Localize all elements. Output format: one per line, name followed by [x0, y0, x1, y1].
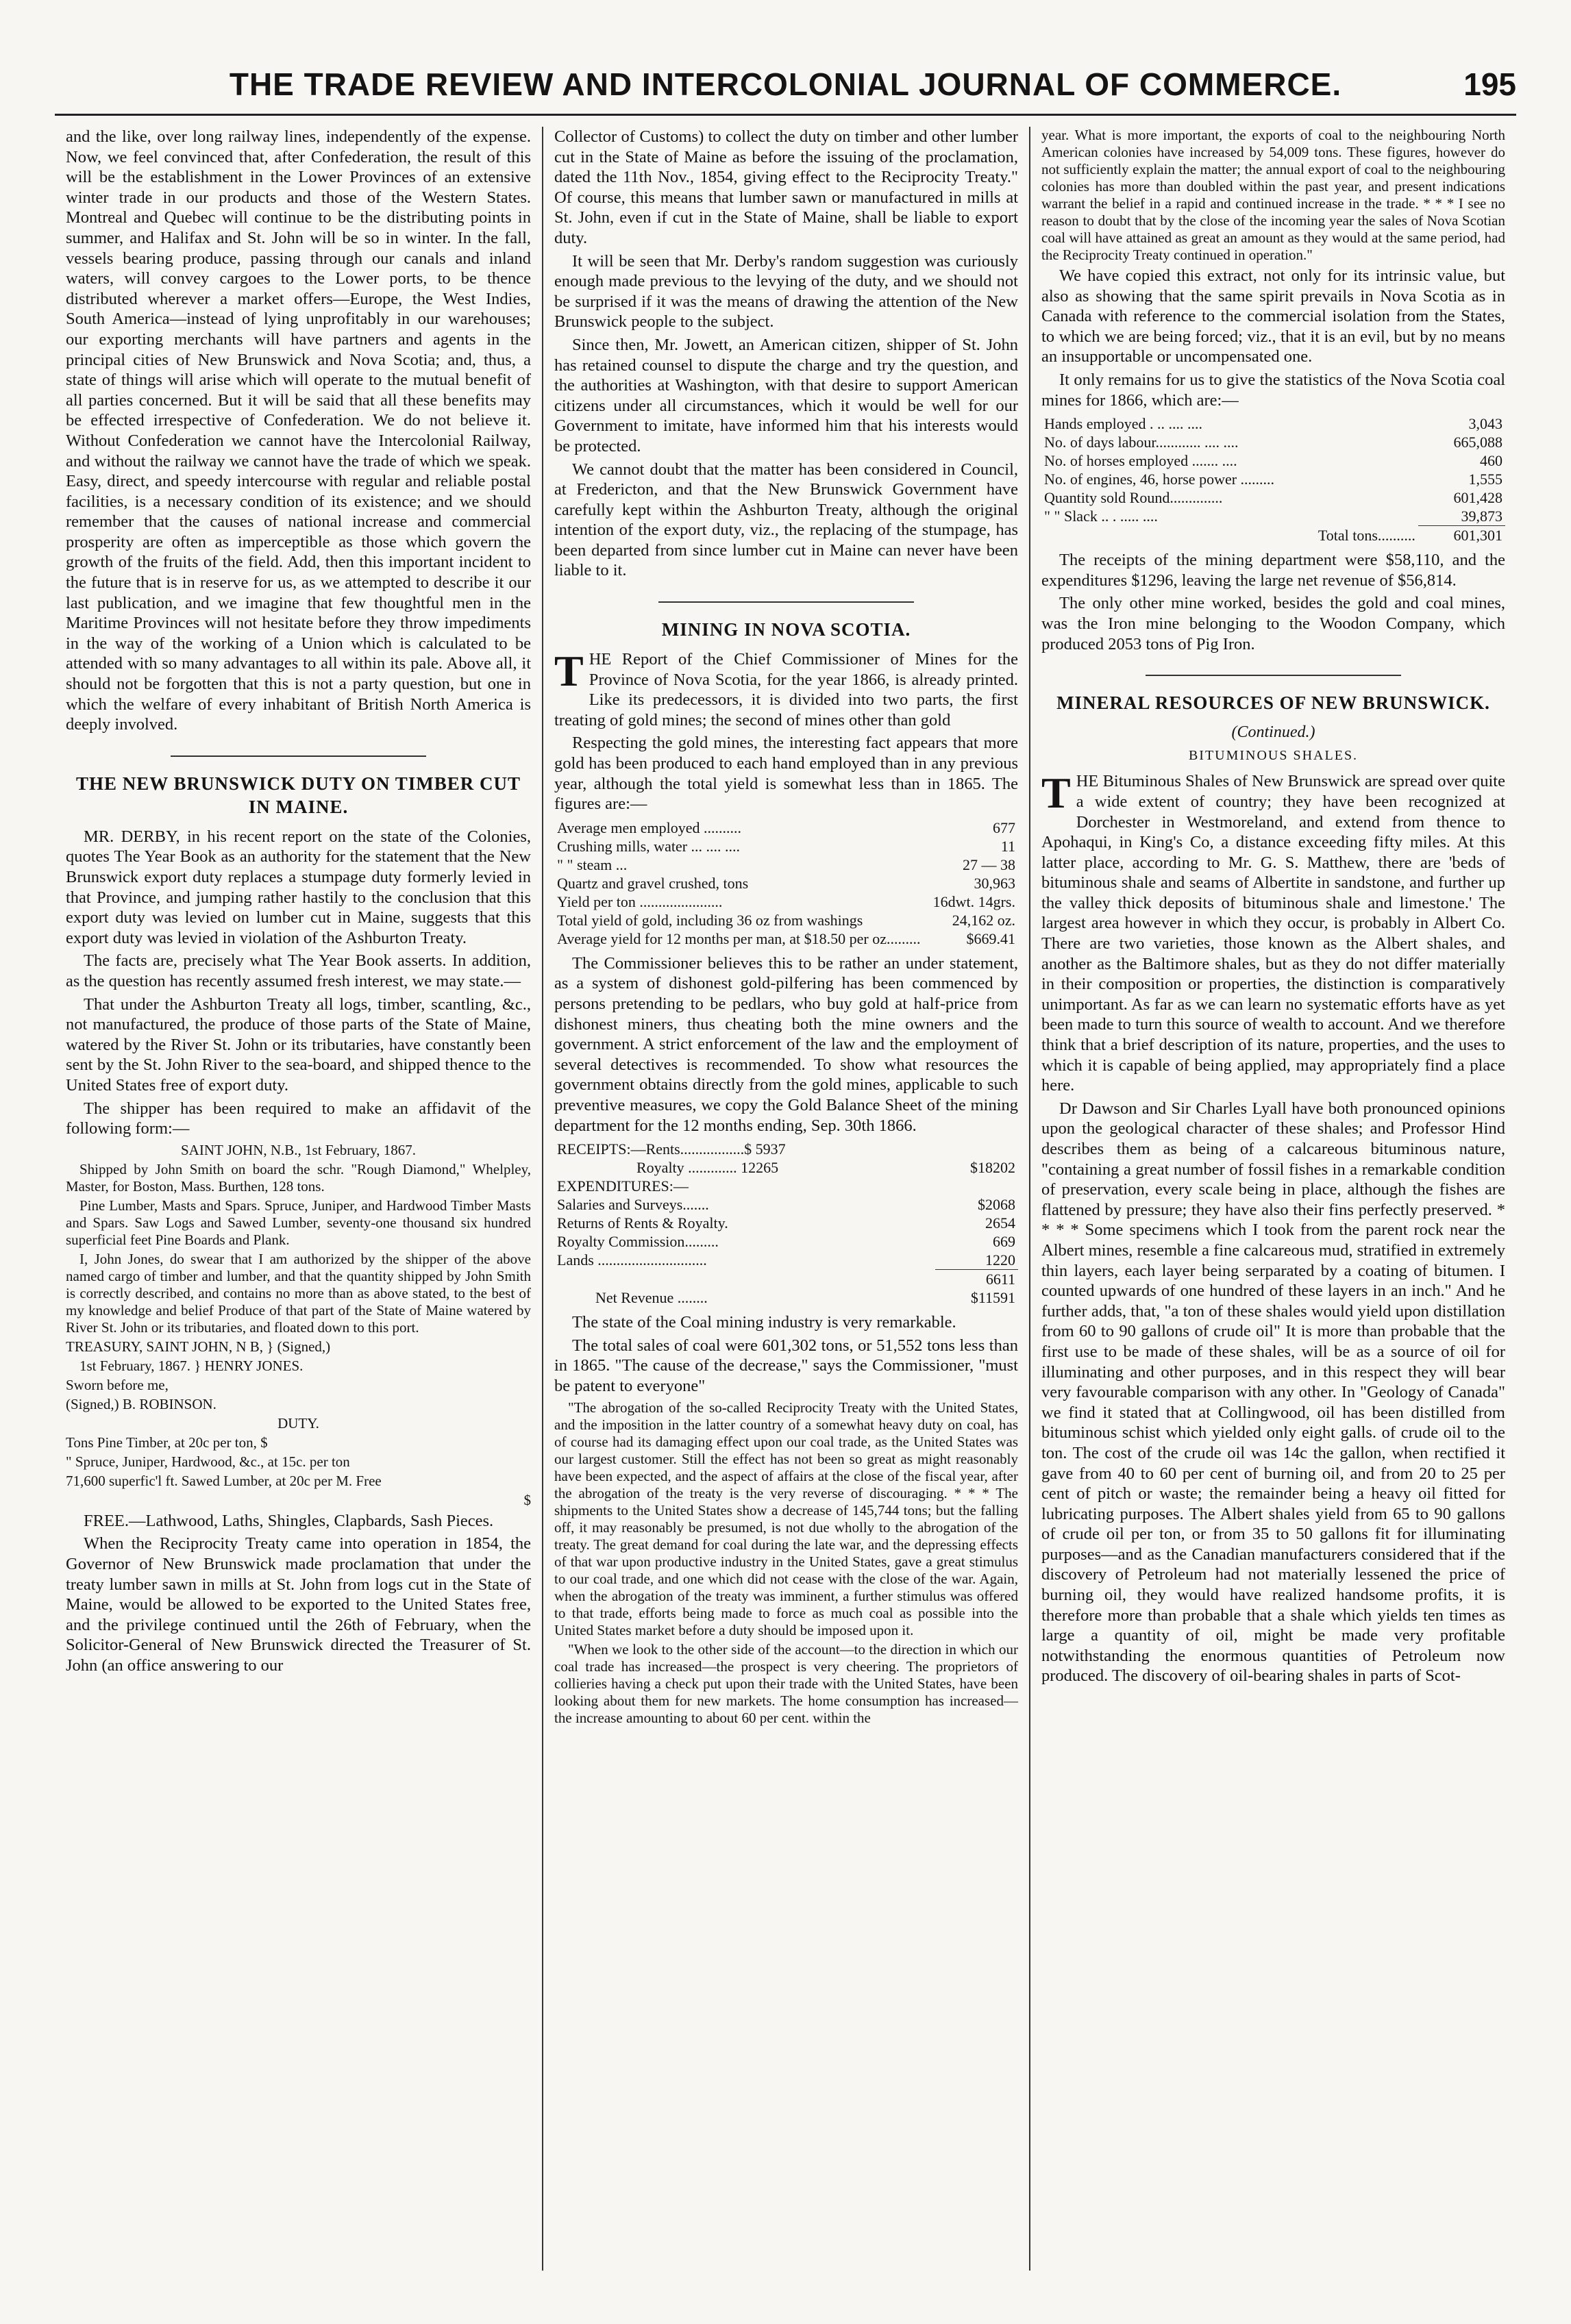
duty-line: Tons Pine Timber, at 20c per ton, $	[66, 1434, 268, 1451]
paragraph: It will be seen that Mr. Derby's random suggestion was curiously enough made previous to the levying of the duty, and we should not be surprised if it was the means of drawing the attention of the New Brunswick people to the subject.	[554, 251, 1018, 332]
duty-line: 71,600 superfic'l ft. Sawed Lumber, at 20c per M. Free	[66, 1472, 382, 1489]
coal-total-label: Total tons..........	[1318, 526, 1415, 544]
article-heading: MINING IN NOVA SCOTIA.	[661, 619, 911, 640]
row-label: Yield per ton ......................	[557, 892, 723, 910]
paragraph: We have copied this extract, not only for its intrinsic value, but also as showing that the same spirit prevails in Nova Scotia as in Canada with reference to the commercial isolation from the States, to which we are being forced; viz., that it is an evil, but by no means an insupportable or uncompensated one.	[1041, 266, 1505, 366]
duty-line: " Spruce, Juniper, Hardwood, &c., at 15c. per ton	[66, 1453, 350, 1470]
paragraph: "The abrogation of the so-called Reciprocity Treaty with the United States, and the imposition in the latter country of a somewhat heavy duty on coal, has of course had its damaging effect upon our coal trade, as the United States was our largest customer. Still the effect has not been so great as might reasonably have been expected, and the aspect of affairs at the close of the fiscal year, after the abrogation of the treaty is the very reverse of discouraging. * * * The shipments to the United States show a decrease of 145,744 tons; but the falling off, it may reasonably be presumed, is not due wholly to the abrogation of the treaty. The great demand for coal during the late war, and the depressing effects of that war upon productive industry in the United States, gave a great stimulus to our coal trade, and one which did not cease with the close of the war. Again, when the abrogation of the treaty was imminent, a further stimulus was offered to that trade, efforts being made to force as much coal as possible into the United States market before a duty should be imposed upon it.	[554, 1399, 1018, 1638]
row-value: 39,873	[1461, 508, 1502, 525]
table-row	[554, 819, 1018, 837]
article-heading: THE NEW BRUNSWICK DUTY ON TIMBER CUT IN MAINE.	[75, 773, 521, 817]
table-row	[554, 1251, 1018, 1270]
table-row	[1041, 451, 1505, 470]
column-2	[542, 127, 1029, 2271]
row-value: 16dwt. 14grs.	[932, 892, 1015, 910]
subheading: BITUMINOUS SHALES.	[1188, 747, 1359, 763]
article-heading: MINERAL RESOURCES OF NEW BRUNSWICK.	[1056, 692, 1490, 714]
continued-note: (Continued.)	[1231, 723, 1315, 742]
table-row	[554, 837, 1018, 855]
quotation	[554, 1399, 1018, 1727]
row-value: 24,162 oz.	[952, 911, 1015, 929]
row-value: 2654	[985, 1214, 1015, 1232]
paragraph: THE Bituminous Shales of New Brunswick are spread over quite a wide extent of country; they have been recognized at Dorchester in Westmoreland, and extend from thence to Apohaqui, in King's Co, a distance exceeding fifty miles. At this latter place, according to Mr. G. S. Matthew, there are 'beds of bituminous shale and seams of Albertite in sandstone, and further up the valley thick deposits of bituminous shale and limestone.' The largest area however in which they occur, is probably in Albert Co. There are two varieties, those known as the Albert shales, and another as the Baltimore shales, but as they do not differ materially in their composition or properties, the distinction is comparatively unimportant. As far as we can learn no systematic efforts have as yet been made to turn this source of wealth to account. And we therefore think that a brief description of its nature, properties, and the uses to which it is capable of being applied, may appropriately find a place here.	[1041, 769, 1505, 1095]
paragraph: Dr Dawson and Sir Charles Lyall have both pronounced opinions upon the geological character of these shales; and Professor Hind describes them as being of a calcareous bituminous nature, "containing a great number of fossil fishes in a remarkable condition of preservation, every scale being in place, although the fishes are flattened by pressure; they have also their fins perfectly preserved. * * * * Some specimens which I took from the parent rock near the Albert mines, resemble a fine calcareous mud, stratified in extremely thin layers, each layer being serparated by a coating of bitumen. I counted upwards of one hundred of these layers in an inch." And he further adds, that, "a ton of these shales would yield upon distillation from 60 to 90 gallons of crude oil" It is more than probable that the first use to be made of these shales, will be as a source of oil for illuminating and other purposes, and in this respect they will bear very favourable comparison with any other. In "Geology of Canada" we find it stated that at Collingwood, oil has been distilled from bituminous schist which yielded only eight galls. of crude oil to the ton. The cost of the crude oil was 14c the gallon, when rectified it gave from 40 to 60 per cent of burning oil, and from 20 to 25 per cent of pitch or waste; the remainder being a heavy oil fitted for lubricating purposes. The Albert shales yield from 65 to 90 gallons of crude oil per ton, or from 35 to 50 gallons fit for illuminating purposes—and as the Canadian manufacturers considered that if the discovery of Petroleum had not materially lessened the price of burning oil, they would have realized handsome profits, it is therefore more than probable that a shale which yields ten times as large a quantity of oil, might be made very profitable notwithstanding the enormous quantities of Petroleum now produced. The discovery of oil-bearing shales in parts of Scot-	[1041, 1099, 1505, 1686]
table-row	[554, 855, 1018, 874]
row-value: 669	[993, 1233, 1015, 1251]
divider	[1146, 675, 1400, 676]
paragraph: Collector of Customs) to collect the duty on timber and other lumber cut in the State of Maine as before the issuing of the proclamation, dated the 11th Nov., 1854, giving effect to the Reciprocity Treaty." Of course, this means that lumber sawn or manufactured in mills at St. John, even if cut in the State of Maine, shall be liable to export duty.	[554, 127, 1018, 247]
row-value: 460	[1480, 452, 1502, 470]
affidavit-text: Pine Lumber, Masts and Spars. Spruce, Juniper, and Hardwood Timber Masts and Spars. Saw Logs and Sawed Lumber, seventy-one thousand six hundred superficial feet Pine Boards and Plank.	[66, 1197, 531, 1248]
paragraph: Since then, Mr. Jowett, an American citizen, shipper of St. John has retained counsel to dispute the charge and try the question, and the authorities at Washington, with that desire to support American citizens under all circumstances, which it would be well for our Government to imitate, have informed him that his interests would be protected.	[554, 335, 1018, 455]
table-row	[1041, 414, 1505, 433]
signature-line: 1st February, 1867. } HENRY JONES.	[79, 1357, 304, 1374]
table-row	[1041, 470, 1505, 488]
row-value: 30,963	[974, 874, 1015, 892]
paragraph: When the Reciprocity Treaty came into operation in 1854, the Governor of New Brunswick made proclamation that under the treaty lumber sawn in mills at St. John from logs cut in the State of Maine, would be allowed to be exported to the United States free, and the privilege continued until the 26th of February, when the Solicitor-General of New Brunswick directed the Treasurer of St. John (an office answering to our	[66, 1534, 531, 1675]
table-row	[1041, 433, 1505, 451]
paragraph: and the like, over long railway lines, independently of the expense. Now, we feel convinced that, after Confederation, the result of this will be the establishment in the Lower Provinces of an extensive winter trade in our products and those of the Western States. Montreal and Quebec will continue to be the distributing points in summer, and Halifax and St. John will be so in winter. In the fall, vessels bearing produce, passing through our canals and inland waters, will convey cargoes to the Lower ports, to be thence distributed wherever a market offers—Europe, the West Indies, South America—instead of lying unprofitably in our warehouses; our exporting merchants will have partners and agents in the principal cities of New Brunswick and Nova Scotia; and, thus, a state of things will arise which will operate to the mutual benefit of all parties concerned. But it will be said that all these benefits may be effected irrespective of Confederation. We do not believe it. Without Confederation we cannot have the Intercolonial Railway, and without the railway we cannot have the trade of which we speak. Easy, direct, and speedy intercourse with regular and reliable postal facilities, is a necessary condition of its existence; and we should remember that the causes of national increase and commercial prosperity are often as imperceptible as those which govern the growth of the fruits of the field. Add, then this important incident to the future that is in reserve for us, as we attempted to describe it our last publication, and we imagine that few thoughtful men in the Maritime Provinces will not hesitate before they throw impediments in the way of the working of a Union which is calculated to be attended with so many advantages to all within its pale. Above all, it should not be forgotten that this is not a party question, but one in which the welfare of every inhabitant of British North America is deeply involved.	[66, 127, 531, 734]
row-label: Total yield of gold, including 36 oz from washings	[557, 911, 863, 929]
row-value: 3,043	[1468, 415, 1502, 433]
paragraph: The total sales of coal were 601,302 tons, or 51,552 tons less than in 1865. "The cause of the decrease," says the Commissioner, "must be patent to everyone"	[554, 1336, 1018, 1395]
row-label: Quartz and gravel crushed, tons	[557, 874, 749, 892]
paragraph: year. What is more important, the exports of coal to the neighbouring North American colonies have increased by 54,009 tons. These figures, however do not sufficiently explain the matter; the annual export of coal to the neighbouring colonies has more than doubled within the past year, and present indications warrant the belief in a rapid and continued increase in the trade. * * * I see no reason to doubt that by the close of the incoming year the sales of Nova Scotian coal will have attained as great an amount as they would at the same period, had the Reciprocity Treaty continued in operation."	[1041, 127, 1505, 263]
row-label: No. of engines, 46, horse power .........	[1044, 471, 1275, 488]
table-row	[1041, 507, 1505, 526]
table-row	[554, 929, 1018, 948]
row-label: Crushing mills, water ... .... ....	[557, 837, 741, 855]
row-value: $2068	[978, 1196, 1015, 1214]
row-label: No. of days labour............ .... ....	[1044, 434, 1239, 451]
expenditures-label: EXPENDITURES:—	[557, 1177, 689, 1195]
table-row	[554, 892, 1018, 911]
paragraph: THE Report of the Chief Commissioner of Mines for the Province of Nova Scotia, for the year 1866, is already printed. Like its predecessors, it is divided into two parts, the first treating of gold mines; the second of mines other than gold	[554, 647, 1018, 729]
paragraph: The receipts of the mining department were $58,110, and the expenditures $1296, leaving the large net revenue of $56,814.	[1041, 551, 1505, 590]
paragraph: The shipper has been required to make an affidavit of the following form:—	[66, 1099, 531, 1138]
column-3	[1029, 127, 1516, 2271]
duty-heading: DUTY.	[277, 1414, 319, 1432]
paragraph: That under the Ashburton Treaty all logs, timber, scantling, &c., not manufactured, the produce of those parts of the State of Maine, watered by the River St. John or its tributaries, have constantly been sent by the St. John River to the sea-board, and shipped thence to the United States free of export duty.	[66, 995, 531, 1095]
duty-line: $	[523, 1491, 531, 1508]
row-label: Hands employed . .. .... ....	[1044, 415, 1202, 433]
table-row	[554, 1195, 1018, 1214]
coal-total-value: 601,301	[1418, 526, 1505, 545]
columns	[55, 127, 1516, 2271]
paragraph: The only other mine worked, besides the gold and coal mines, was the Iron mine belonging to the Woodon Company, which produced 2053 tons of Pig Iron.	[1041, 594, 1505, 653]
table-row	[554, 1214, 1018, 1232]
table-row	[1041, 488, 1505, 507]
column-1	[55, 127, 542, 2271]
row-label: Returns of Rents & Royalty.	[557, 1214, 728, 1232]
affidavit-text: I, John Jones, do swear that I am authorized by the shipper of the above named cargo of timber and lumber, and that the quantity shipped by John Smith is correctly described, and contains no more than as above stated, to the best of my knowledge and belief Produce of that part of the State of Maine watered by River St. John or its tributaries, and floated down to this port.	[66, 1250, 531, 1336]
row-value: 677	[993, 819, 1015, 836]
paragraph: We cannot doubt that the matter has been considered in Council, at Fredericton, and that the New Brunswick Government have carefully kept within the Ashburton Treaty, although the original intention of the export duty, viz., the replacing of the stumpage, has been departed from since lumber cut in Maine can never have been liable to it.	[554, 460, 1018, 580]
paragraph: The facts are, precisely what The Year Book asserts. In addition, as the question has recently assumed fresh interest, we may state.—	[66, 951, 531, 990]
gold-figures-table	[554, 819, 1018, 948]
signature-line: (Signed,) B. ROBINSON.	[66, 1395, 217, 1412]
royalty-line: Royalty ............. 12265	[636, 1159, 779, 1177]
row-label: Average men employed ..........	[557, 819, 742, 836]
receipts-total: $18202	[970, 1159, 1015, 1177]
signature-line: Sworn before me,	[66, 1376, 169, 1393]
masthead	[55, 66, 1516, 116]
row-value: $669.41	[966, 929, 1015, 947]
net-label: Net Revenue ........	[595, 1289, 708, 1307]
net-value: $11591	[970, 1289, 1015, 1307]
row-label: No. of horses employed ....... ....	[1044, 452, 1237, 470]
row-label: " " Slack .. . ..... ....	[1044, 508, 1158, 525]
paragraph: The Commissioner believes this to be rather an under statement, as a system of dishonest gold-pilfering has been commenced by persons pretending to be pedlars, who buy gold at half-price from dishonest miners, thus cheating both the mine owners and the government. A strict enforcement of the law and the employment of several detectives is recommended. To show what resources the government obtains directly from the gold mines, applicable to such preventive measures, we copy the Gold Balance Sheet of the mining department for the 12 months ending, Sep. 30th 1866.	[554, 953, 1018, 1135]
affidavit	[66, 1142, 531, 1509]
table-row	[554, 1232, 1018, 1251]
row-value: 665,088	[1453, 434, 1502, 451]
paragraph: Respecting the gold mines, the interesting fact appears that more gold has been produced to each hand employed than in any previous year, although the total yield is somewhat less than in 1865. The figures are:—	[554, 734, 1018, 814]
drop-cap: T	[1041, 769, 1071, 818]
row-value: 1220	[985, 1251, 1015, 1269]
receipts-label: RECEIPTS:—Rents.................$ 5937	[557, 1140, 786, 1158]
coal-statistics-table	[1041, 414, 1505, 545]
quotation	[1041, 127, 1505, 264]
row-value: 11	[1000, 837, 1015, 855]
balance-sheet	[554, 1140, 1018, 1307]
dateline: SAINT JOHN, N.B., 1st February, 1867.	[181, 1141, 416, 1158]
paragraph: MR. DERBY, in his recent report on the state of the Colonies, quotes The Year Book as an authority for the statement that the New Brunswick export duty replaces a stumpage duty formerly levied in that Province, and jumping rather hastily to the conclusion that this export duty was levied on lumber cut in Maine, suggests that this export duty was levied in violation of the Ashburton Treaty.	[66, 827, 531, 947]
paragraph: The state of the Coal mining industry is very remarkable.	[572, 1313, 956, 1332]
divider	[658, 601, 913, 603]
row-value: 27 — 38	[963, 855, 1015, 873]
drop-cap: T	[554, 647, 584, 696]
row-value: 1,555	[1468, 471, 1502, 488]
publication-title: THE TRADE REVIEW AND INTERCOLONIAL JOURNAL OF COMMERCE.	[229, 66, 1342, 102]
table-row	[554, 874, 1018, 892]
table-row	[554, 911, 1018, 929]
expenditures-total: 6611	[935, 1270, 1018, 1289]
row-label: Royalty Commission.........	[557, 1233, 719, 1251]
paragraph: "When we look to the other side of the account—to the direction in which our coal trade has increased—the prospect is very cheering. The proprietors of collieries having a check put upon their trade with the United States, have been looking about them for new markets. The home consumption has increased—the increase amounting to about 60 per cent. within the	[554, 1640, 1018, 1726]
row-label: " " steam ...	[557, 855, 628, 873]
page-number: 195	[1463, 66, 1516, 102]
paragraph: It only remains for us to give the statistics of the Nova Scotia coal mines for 1866, which are:—	[1041, 370, 1505, 410]
row-label: Salaries and Surveys.......	[557, 1196, 709, 1214]
signature-line: TREASURY, SAINT JOHN, N B, } (Signed,)	[66, 1338, 331, 1355]
row-label: Lands .............................	[557, 1251, 707, 1269]
divider	[171, 755, 426, 757]
row-label: Quantity sold Round..............	[1044, 489, 1223, 507]
row-label: Average yield for 12 months per man, at $18.50 per oz.........	[557, 929, 921, 947]
affidavit-text: Shipped by John Smith on board the schr. "Rough Diamond," Whelpley, Master, for Boston, Mass. Burthen, 128 tons.	[66, 1160, 531, 1195]
paragraph: FREE.—Lathwood, Laths, Shingles, Clapbards, Sash Pieces.	[84, 1511, 494, 1530]
row-value: 601,428	[1453, 489, 1502, 507]
